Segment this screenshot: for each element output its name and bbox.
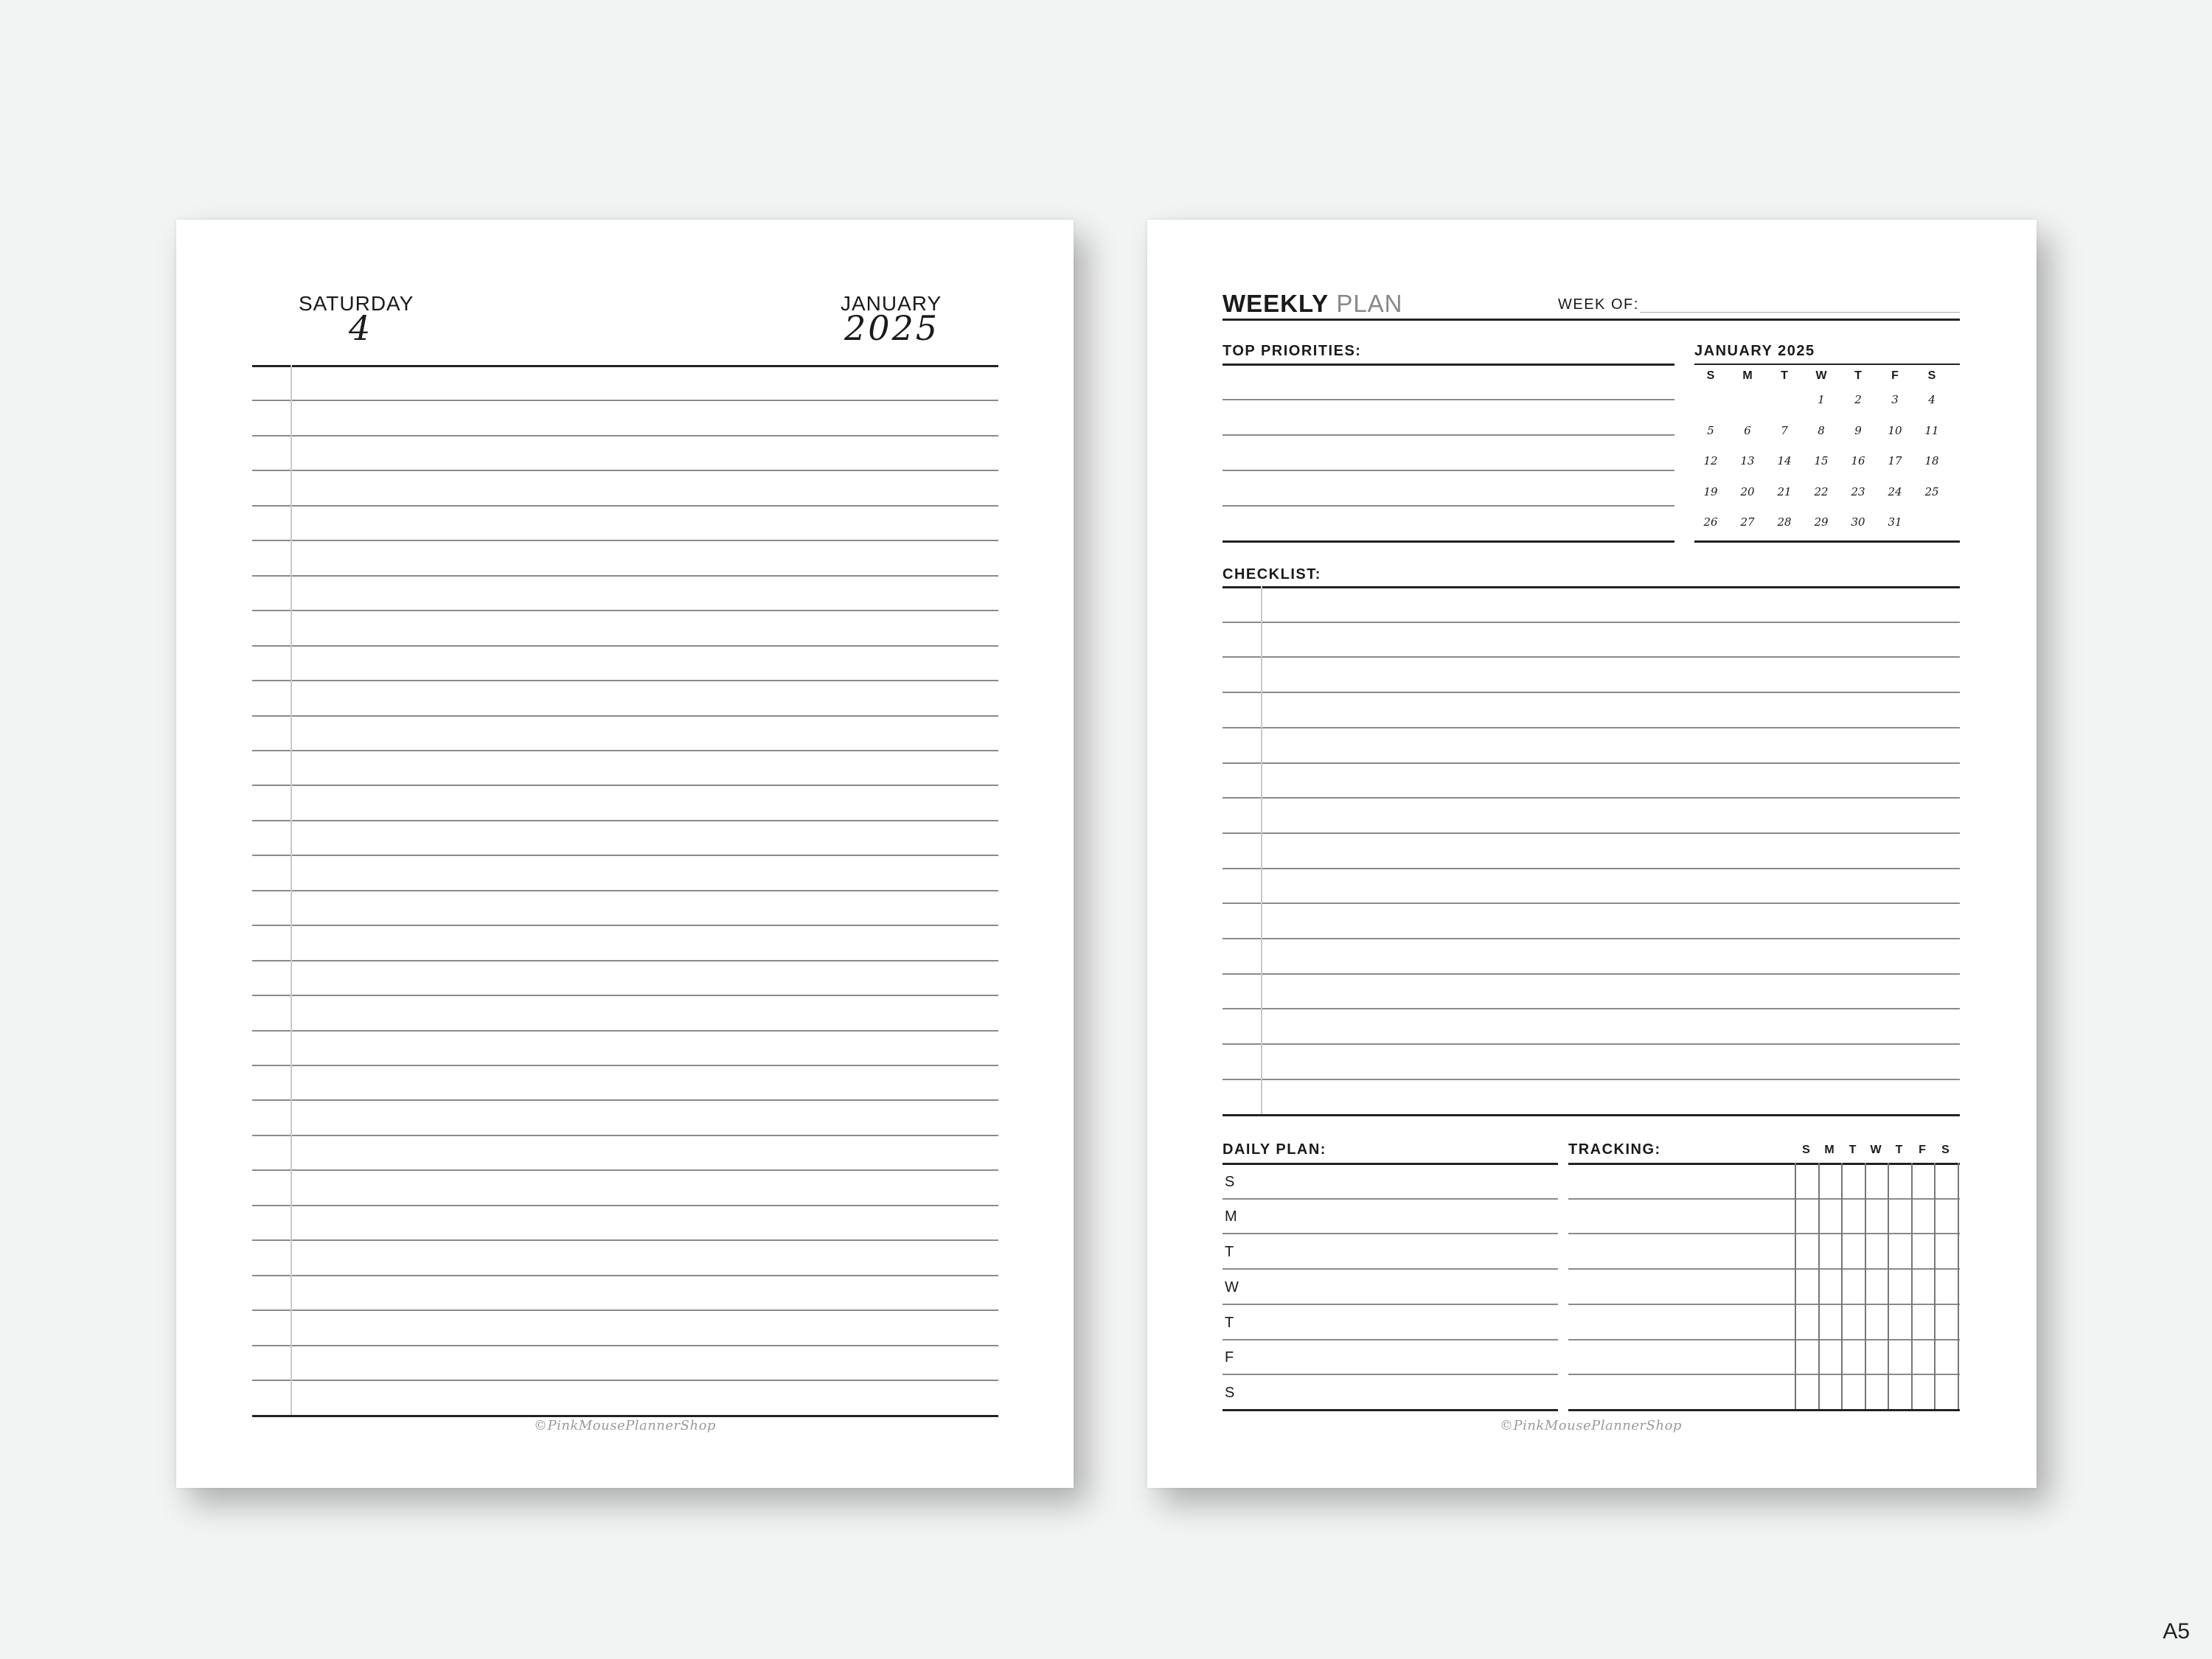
top-priorities-label: TOP PRIORITIES: [1222,343,1362,359]
checklist-line[interactable] [1222,656,1960,658]
ruled-line[interactable] [252,1099,998,1101]
calendar-bottom-rule [1694,540,1960,543]
month-name: JANUARY [841,292,942,315]
calendar-weekday: T [1854,369,1862,382]
week-of-field[interactable] [1640,312,1960,313]
tracking-day-letter: F [1919,1144,1926,1156]
calendar-day[interactable]: 23 [1851,484,1865,498]
ruled-line[interactable] [252,855,998,856]
daily-plan-rule [1222,1163,1558,1165]
daily-plan-line[interactable] [1222,1409,1558,1411]
priority-line[interactable] [1222,505,1674,507]
daily-plan-line[interactable] [1222,1304,1558,1305]
signature: ©PinkMousePlannerShop [534,1418,716,1433]
title-light: PLAN [1336,290,1403,317]
checklist-line[interactable] [1222,1043,1960,1045]
calendar-weekday: W [1815,369,1827,382]
checklist-line[interactable] [1222,692,1960,693]
ruled-line[interactable] [252,575,998,577]
calendar-day[interactable]: 16 [1851,454,1865,467]
tracking-day-letter: S [1941,1144,1950,1156]
ruled-line[interactable] [252,1135,998,1136]
calendar-weekday: S [1927,369,1936,382]
calendar-weekday: S [1706,369,1715,382]
ruled-line[interactable] [252,715,998,717]
ruled-line[interactable] [252,540,998,541]
ruled-line[interactable] [252,435,998,437]
daily-plan-day-letter: T [1225,1314,1234,1331]
ruled-line[interactable] [252,645,998,647]
tracking-line[interactable] [1568,1374,1960,1375]
calendar-day[interactable]: 31 [1888,515,1902,529]
checklist-line[interactable] [1222,727,1960,728]
tracking-day-letter: W [1870,1144,1882,1156]
signature: ©PinkMousePlannerShop [1500,1418,1682,1433]
ruled-line[interactable] [252,890,998,891]
tracking-grid-line [1888,1163,1889,1409]
tracking-day-letter: T [1848,1144,1857,1156]
title-rule [1222,319,1960,321]
tracking-grid-line [1934,1163,1935,1409]
checklist-line[interactable] [1222,622,1960,623]
calendar-day[interactable]: 11 [1924,423,1939,437]
calendar-weekday: M [1742,369,1753,382]
daily-plan-line[interactable] [1222,1198,1558,1200]
calendar-day[interactable]: 30 [1851,515,1865,529]
ruled-line[interactable] [252,1415,998,1417]
checkbox-column-line [1261,586,1262,1114]
checklist-line[interactable] [1222,868,1960,869]
day-name: SATURDAY [299,292,414,315]
checklist-line[interactable] [1222,1114,1960,1116]
checklist-line[interactable] [1222,762,1960,764]
ruled-line[interactable] [252,960,998,961]
tracking-line[interactable] [1568,1198,1960,1200]
ruled-line[interactable] [252,1030,998,1032]
paper-size-label: A5 [2163,1619,2190,1644]
calendar-day[interactable]: 17 [1888,454,1902,467]
daily-page [176,220,1074,1488]
calendar-day[interactable]: 9 [1854,423,1862,437]
calendar-day[interactable]: 20 [1740,484,1755,498]
title-bold: WEEKLY [1222,290,1329,317]
tracking-line[interactable] [1568,1409,1960,1411]
calendar-day[interactable]: 25 [1924,484,1939,498]
calendar-day[interactable]: 26 [1703,515,1718,529]
checklist-line[interactable] [1222,973,1960,975]
ruled-line[interactable] [252,610,998,611]
day-number: 4 [349,308,371,348]
daily-plan-day-letter: F [1225,1349,1234,1366]
checklist-line[interactable] [1222,902,1960,904]
daily-plan-label: DAILY PLAN: [1222,1141,1326,1158]
ruled-line[interactable] [252,995,998,996]
ruled-line[interactable] [252,1345,998,1346]
priority-line[interactable] [1222,364,1674,366]
priority-line[interactable] [1222,540,1674,543]
margin-line [291,365,292,1415]
calendar-day[interactable]: 18 [1924,454,1939,467]
tracking-grid-line [1841,1163,1843,1409]
daily-plan-day-letter: S [1225,1384,1235,1401]
calendar-rule [1694,364,1960,365]
calendar-day[interactable]: 15 [1814,454,1829,467]
calendar-day[interactable]: 22 [1814,484,1829,498]
tracking-grid-line [1818,1163,1820,1409]
priority-line[interactable] [1222,434,1674,436]
daily-plan-day-letter: W [1225,1279,1239,1295]
ruled-line[interactable] [252,1205,998,1206]
daily-plan-day-letter: S [1225,1173,1235,1190]
checklist-line[interactable] [1222,832,1960,834]
ruled-line[interactable] [252,1380,998,1381]
year: 2025 [844,308,940,348]
ruled-line[interactable] [252,505,998,507]
weekly-page [1147,220,2037,1488]
checklist-line[interactable] [1222,1079,1960,1080]
ruled-line[interactable] [252,1275,998,1276]
calendar-day[interactable]: 4 [1928,393,1935,406]
checklist-line[interactable] [1222,938,1960,939]
checklist-label: CHECKLIST: [1222,566,1321,582]
tracking-grid-line [1795,1163,1796,1409]
daily-plan-day-letter: M [1225,1208,1237,1225]
daily-plan-line[interactable] [1222,1233,1558,1234]
calendar-day[interactable]: 27 [1740,515,1755,529]
priority-line[interactable] [1222,399,1674,400]
calendar-weekday: F [1891,369,1899,382]
ruled-line[interactable] [252,400,998,401]
ruled-line[interactable] [252,785,998,786]
daily-plan-line[interactable] [1222,1339,1558,1340]
calendar-day[interactable]: 12 [1703,454,1718,467]
ruled-line[interactable] [252,365,998,367]
ruled-line[interactable] [252,470,998,471]
calendar-day[interactable]: 21 [1777,484,1792,498]
page-title [1222,290,1403,318]
ruled-line[interactable] [252,1310,998,1311]
tracking-line[interactable] [1568,1233,1960,1234]
daily-plan-line[interactable] [1222,1374,1558,1375]
week-of-label: WEEK OF: [1558,296,1639,313]
ruled-line[interactable] [252,1065,998,1066]
daily-plan-line[interactable] [1222,1268,1558,1270]
calendar-day[interactable]: 28 [1777,515,1792,529]
tracking-rule [1568,1163,1960,1165]
tracking-line[interactable] [1568,1304,1960,1305]
ruled-line[interactable] [252,1239,998,1241]
ruled-line[interactable] [252,925,998,926]
checklist-line[interactable] [1222,586,1960,588]
tracking-grid-line [1958,1163,1959,1409]
ruled-line[interactable] [252,750,998,751]
tracking-grid-line [1911,1163,1913,1409]
tracking-label: TRACKING: [1568,1141,1661,1158]
tracking-line[interactable] [1568,1268,1960,1270]
calendar-title: JANUARY 2025 [1694,343,1815,359]
ruled-line[interactable] [252,680,998,681]
calendar-day[interactable]: 6 [1744,423,1751,437]
checklist-line[interactable] [1222,797,1960,799]
calendar-day[interactable]: 7 [1781,423,1788,437]
calendar-weekday: T [1781,369,1788,382]
calendar-day[interactable]: 10 [1888,423,1902,437]
ruled-line[interactable] [252,820,998,821]
calendar-day[interactable]: 13 [1740,454,1755,467]
daily-plan-day-letter: T [1225,1244,1234,1261]
calendar-day[interactable]: 19 [1703,484,1718,498]
tracking-day-letter: T [1895,1144,1903,1156]
calendar-day[interactable]: 3 [1891,393,1899,406]
calendar-day[interactable]: 5 [1707,423,1714,437]
calendar-day[interactable]: 2 [1854,393,1862,406]
tracking-grid-line [1865,1163,1866,1409]
calendar-day[interactable]: 24 [1888,484,1902,498]
tracking-day-letter: M [1824,1144,1834,1156]
calendar-day[interactable]: 14 [1777,454,1792,467]
calendar-day[interactable]: 8 [1818,423,1825,437]
calendar-day[interactable]: 1 [1818,393,1825,406]
tracking-line[interactable] [1568,1339,1960,1340]
tracking-day-letter: S [1802,1144,1810,1156]
calendar-day[interactable]: 29 [1814,515,1829,529]
ruled-line[interactable] [252,1169,998,1171]
priority-line[interactable] [1222,470,1674,471]
checklist-line[interactable] [1222,1008,1960,1009]
